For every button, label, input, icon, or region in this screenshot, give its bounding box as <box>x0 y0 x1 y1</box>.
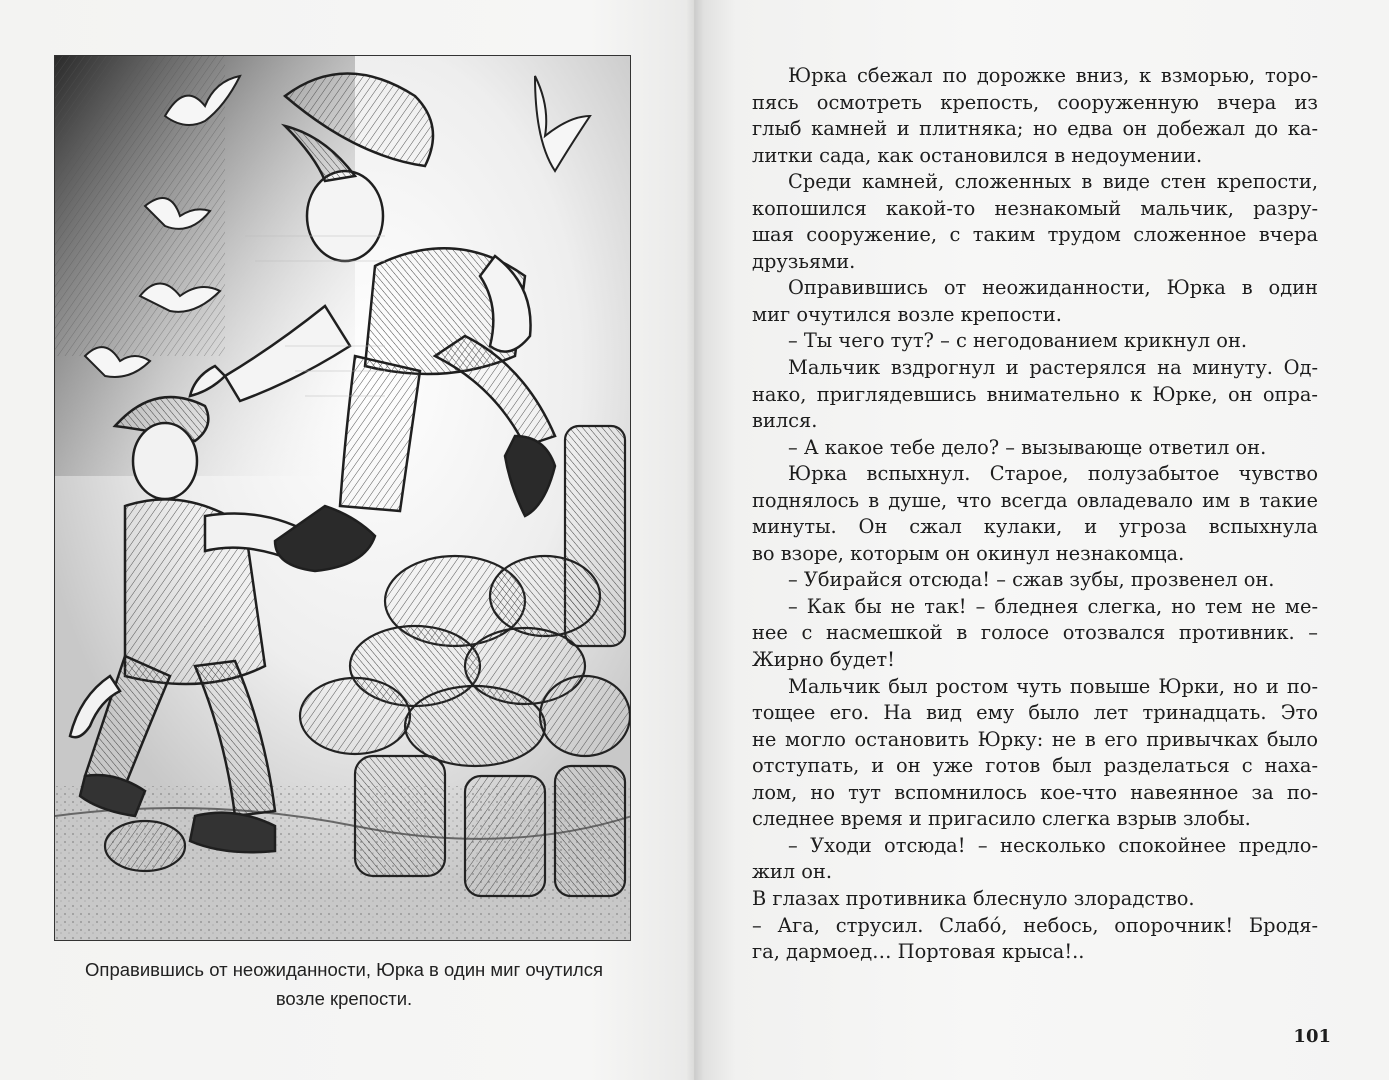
body-text <box>752 63 1318 966</box>
text-line: шая сооружение, с таким трудом сложенное вчера <box>752 223 1318 247</box>
text-line: га, дармоед… Портовая крыса!.. <box>752 940 1085 964</box>
text-line: В глазах противника блеснуло злорадство. <box>752 886 1195 910</box>
text-line: нако, приглядевшись внимательно к Юрке, он опра- <box>752 382 1318 406</box>
text-line: лом, но тут вспомнилось кое-что навеянное за по- <box>752 780 1318 804</box>
text-line: Оправившись от неожиданности, Юрка в один <box>788 276 1318 300</box>
text-line: – Уходи отсюда! – несколько спокойнее предло- <box>788 833 1318 857</box>
text-line: жил он. <box>752 860 833 884</box>
text-line: поднялось в душе, что всегда овладевало им в такие <box>752 488 1318 512</box>
text-line: во взоре, которым он окинул незнакомца. <box>752 541 1185 565</box>
text-line: глыб камней и плитняка; но едва он добежал до ка- <box>752 117 1318 141</box>
text-line: миг очутился возле крепости. <box>752 302 1062 326</box>
illustration-caption <box>58 955 630 1013</box>
text-line: следнее время и пригасило слегка взрыв злобы. <box>752 807 1251 831</box>
page-number: 101 <box>1293 1026 1331 1047</box>
caption-line: Оправившись от неожиданности, Юрка в один миг очутился <box>85 959 603 980</box>
text-line: Мальчик был ростом чуть повыше Юрки, но и по- <box>788 674 1318 698</box>
text-line: вился. <box>752 409 818 433</box>
text-line: отступать, и он уже готов был разделаться с наха- <box>752 754 1318 778</box>
text-line: – Убирайся отсюда! – сжав зубы, прозвенел он. <box>788 568 1275 592</box>
text-line: – Как бы не так! – бледнея слегка, но тем не ме- <box>788 594 1318 618</box>
text-line: Юрка сбежал по дорожке вниз, к взморью, торо- <box>788 64 1318 87</box>
book-gutter <box>686 0 704 1080</box>
text-line: – А какое тебе дело? – вызывающе ответил он. <box>788 435 1267 459</box>
text-line: – Ага, струсил. Слабо́, небось, опорочник! Бродя- <box>752 913 1318 937</box>
text-line: Юрка вспыхнул. Старое, полузабытое чувство <box>788 462 1318 486</box>
text-line: – Ты чего тут? – с негодованием крикнул он. <box>788 329 1248 353</box>
caption-line: возле крепости. <box>275 988 413 1009</box>
book-illustration <box>54 55 631 941</box>
text-line: Мальчик вздрогнул и растерялся на минуту. Од- <box>788 356 1318 380</box>
text-line: друзьями. <box>752 249 856 273</box>
text-line: пясь осмотреть крепость, сооруженную вчера из <box>752 90 1318 114</box>
text-line: Среди камней, сложенных в виде стен крепости, <box>788 170 1318 194</box>
text-line: минуты. Он сжал кулаки, и угроза вспыхнула <box>752 515 1318 539</box>
text-line: литки сада, как остановился в недоумении. <box>752 143 1203 167</box>
book-illustration-icon <box>55 56 631 941</box>
text-line: не могло остановить Юрку: не в его привычках было <box>752 727 1318 751</box>
text-line: тощее его. На вид ему было лет тринадцать. Это <box>752 701 1318 725</box>
text-line: Жирно будет! <box>752 648 895 672</box>
text-line: копошился какой-то незнакомый мальчик, разру- <box>752 196 1318 220</box>
text-line: нее с насмешкой в голосе отозвался противник. – <box>752 621 1318 645</box>
